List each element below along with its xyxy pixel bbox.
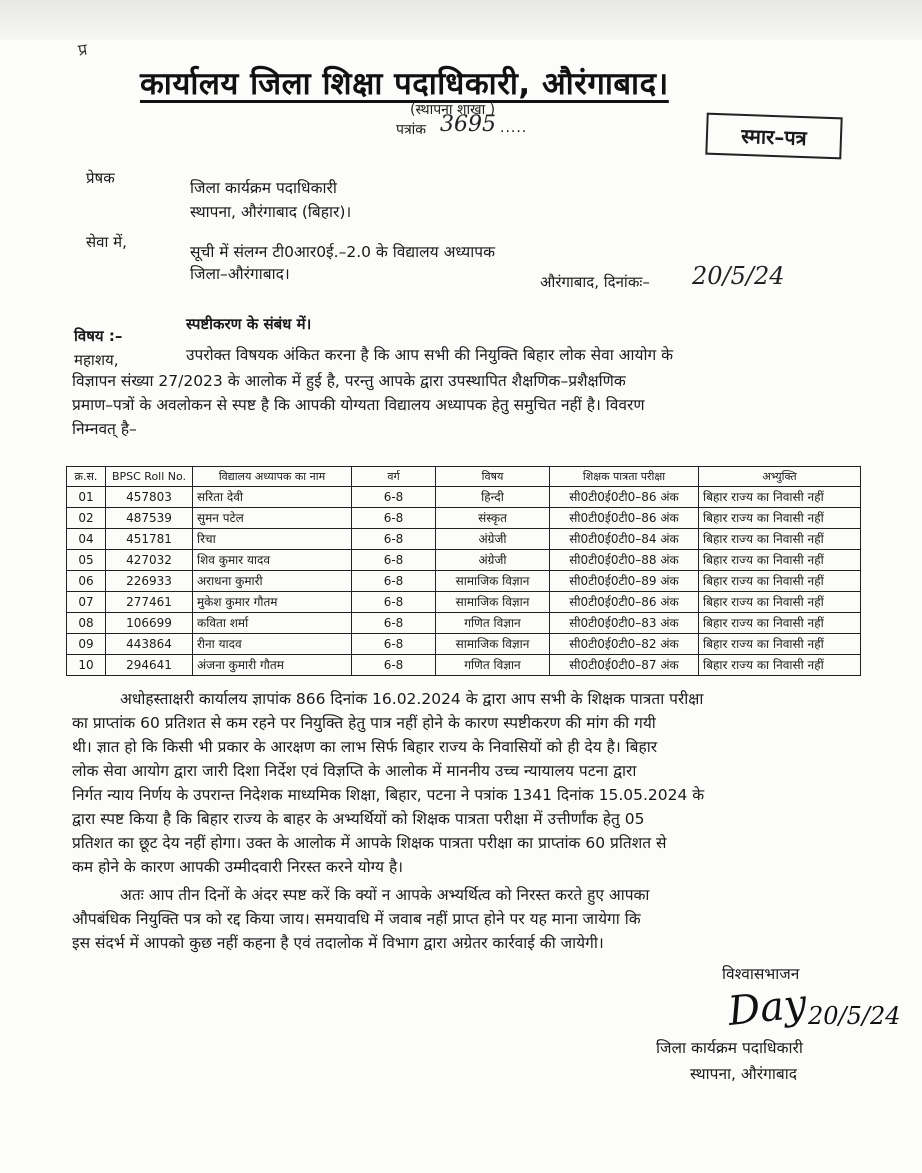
- cell-tet: सी0टी0ई0टी0–86 अंक: [550, 592, 699, 613]
- para3-line-3: इस संदर्भ में आपको कुछ नहीं कहना है एवं तदालोक में विभाग द्वारा अग्रेतर कार्रवाई की जायेगी।: [72, 934, 604, 952]
- cell-sn: 09: [67, 634, 106, 655]
- cell-roll: 427032: [106, 550, 193, 571]
- cell-class: 6-8: [352, 508, 436, 529]
- col-header-remark: अभ्युक्ति: [699, 467, 861, 487]
- office-title: कार्यालय जिला शिक्षा पदाधिकारी, औरंगाबाद।: [140, 66, 669, 102]
- sender-line-1: जिला कार्यक्रम पदाधिकारी: [190, 179, 337, 197]
- cell-sn: 08: [67, 613, 106, 634]
- cell-class: 6-8: [352, 634, 436, 655]
- table-row: [67, 550, 861, 571]
- cell-remark: बिहार राज्य का निवासी नहीं: [699, 550, 861, 571]
- letter-number-label: पत्रांक: [396, 122, 427, 138]
- recipient-line-2: जिला–औरंगाबाद।: [190, 265, 290, 283]
- cell-sn: 01: [67, 487, 106, 508]
- table-row: [67, 529, 861, 550]
- cell-subject: सामाजिक विज्ञान: [436, 634, 550, 655]
- letter-number-value: 3695: [440, 112, 496, 137]
- recipient-line-1: सूची में संलग्न टी0आर0ई.–2.0 के विद्यालय अध्यापक: [190, 243, 495, 261]
- para2-line-1: अधोहस्ताक्षरी कार्यालय ज्ञापांक 866 दिनांक 16.02.2024 के द्वारा आप सभी के शिक्षक पात्रता परीक्षा: [120, 690, 704, 708]
- cell-remark: बिहार राज्य का निवासी नहीं: [699, 508, 861, 529]
- col-header-roll: BPSC Roll No.: [106, 467, 193, 487]
- para2-line-2: का प्राप्तांक 60 प्रतिशत से कम रहने पर नियुक्ति हेतु पात्र नहीं होने के कारण स्पष्टीकरण की मांग की गयी: [72, 714, 656, 732]
- col-header-name: विद्यालय अध्यापक का नाम: [193, 467, 352, 487]
- para1-line-4: निम्नवत् है–: [72, 420, 137, 438]
- cell-roll: 226933: [106, 571, 193, 592]
- cell-subject: गणित विज्ञान: [436, 655, 550, 676]
- cell-class: 6-8: [352, 571, 436, 592]
- corner-mark: प्र: [76, 39, 89, 60]
- subject-label: विषय :–: [74, 327, 123, 345]
- cell-roll: 487539: [106, 508, 193, 529]
- col-header-sn: क्र.स.: [67, 467, 106, 487]
- cell-class: 6-8: [352, 592, 436, 613]
- cell-remark: बिहार राज्य का निवासी नहीं: [699, 634, 861, 655]
- cell-class: 6-8: [352, 529, 436, 550]
- para1-line-1: उपरोक्त विषयक अंकित करना है कि आप सभी की नियुक्ति बिहार लोक सेवा आयोग के: [186, 346, 674, 364]
- cell-name: कविता शर्मा: [193, 613, 352, 634]
- cell-roll: 106699: [106, 613, 193, 634]
- para2-line-6: द्वारा स्पष्ट किया है कि बिहार राज्य के बाहर के अभ्यर्थियों को शिक्षक पात्रता परीक्षा में उत्तीर्णांक हेतु 05: [72, 810, 645, 828]
- para2-line-3: थी। ज्ञात हो कि किसी भी प्रकार के आरक्षण का लाभ सिर्फ बिहार राज्य के निवासियों को ही देय है। बिहार: [72, 738, 658, 756]
- cell-roll: 451781: [106, 529, 193, 550]
- table-row: [67, 592, 861, 613]
- table-row: [67, 634, 861, 655]
- cell-class: 6-8: [352, 487, 436, 508]
- cell-tet: सी0टी0ई0टी0–84 अंक: [550, 529, 699, 550]
- col-header-class: वर्ग: [352, 467, 436, 487]
- table-row: [67, 571, 861, 592]
- cell-remark: बिहार राज्य का निवासी नहीं: [699, 571, 861, 592]
- cell-sn: 07: [67, 592, 106, 613]
- cell-sn: 05: [67, 550, 106, 571]
- closing-place: स्थापना, औरंगाबाद: [690, 1065, 797, 1083]
- signature-date: 20/5/24: [808, 1002, 901, 1030]
- date-label: औरंगाबाद, दिनांकः–: [540, 273, 650, 291]
- cell-subject: अंग्रेजी: [436, 550, 550, 571]
- table-row: [67, 508, 861, 529]
- para3-line-1: अतः आप तीन दिनों के अंदर स्पष्ट करें कि क्यों न आपके अभ्यर्थित्व को निरस्त करते हुए आपका: [120, 886, 650, 904]
- cell-name: मुकेश कुमार गौतम: [193, 592, 352, 613]
- cell-sn: 04: [67, 529, 106, 550]
- cell-tet: सी0टी0ई0टी0–89 अंक: [550, 571, 699, 592]
- letter-number-dots: .....: [500, 120, 528, 136]
- recipient-label: सेवा में,: [86, 233, 127, 251]
- cell-class: 6-8: [352, 655, 436, 676]
- cell-name: सरिता देवी: [193, 487, 352, 508]
- cell-class: 6-8: [352, 613, 436, 634]
- closing-yours: विश्वासभाजन: [722, 965, 800, 983]
- cell-remark: बिहार राज्य का निवासी नहीं: [699, 613, 861, 634]
- date-value: 20/5/24: [692, 262, 785, 290]
- memo-stamp: स्मार–पत्र: [705, 113, 842, 160]
- table-header-row: [67, 467, 861, 487]
- table-row: [67, 655, 861, 676]
- para2-line-4: लोक सेवा आयोग द्वारा जारी दिशा निर्देश एवं विज्ञप्ति के आलोक में माननीय उच्च न्यायालय पटना द्वारा: [72, 762, 637, 780]
- cell-roll: 294641: [106, 655, 193, 676]
- cell-remark: बिहार राज्य का निवासी नहीं: [699, 655, 861, 676]
- para2-line-8: कम होने के कारण आपकी उम्मीदवारी निरस्त करने योग्य है।: [72, 858, 404, 876]
- cell-class: 6-8: [352, 550, 436, 571]
- table-row: [67, 487, 861, 508]
- cell-subject: सामाजिक विज्ञान: [436, 592, 550, 613]
- cell-subject: सामाजिक विज्ञान: [436, 571, 550, 592]
- cell-remark: बिहार राज्य का निवासी नहीं: [699, 487, 861, 508]
- cell-tet: सी0टी0ई0टी0–88 अंक: [550, 550, 699, 571]
- sender-label: प्रेषक: [86, 169, 115, 187]
- cell-sn: 10: [67, 655, 106, 676]
- cell-remark: बिहार राज्य का निवासी नहीं: [699, 592, 861, 613]
- cell-roll: 457803: [106, 487, 193, 508]
- para3-line-2: औपबंधिक नियुक्ति पत्र को रद्द किया जाय। समयावधि में जवाब नहीं प्राप्त होने पर यह माना जायेगा कि: [72, 910, 641, 928]
- paper-fold-shadow: [0, 0, 922, 40]
- col-header-tet: शिक्षक पात्रता परीक्षा: [550, 467, 699, 487]
- para2-line-7: प्रतिशत का छूट देय नहीं होगा। उक्त के आलोक में आपके शिक्षक पात्रता परीक्षा का प्राप्तांक 60 प्रतिशत से: [72, 834, 667, 852]
- teacher-table: [66, 466, 861, 676]
- cell-roll: 443864: [106, 634, 193, 655]
- cell-name: सुमन पटेल: [193, 508, 352, 529]
- table-row: [67, 613, 861, 634]
- para1-line-3: प्रमाण–पत्रों के अवलोकन से स्पष्ट है कि आपकी योग्यता विद्यालय अध्यापक हेतु समुचित नहीं है। विवरण: [72, 396, 645, 414]
- cell-tet: सी0टी0ई0टी0–87 अंक: [550, 655, 699, 676]
- cell-sn: 02: [67, 508, 106, 529]
- cell-name: रिचा: [193, 529, 352, 550]
- sender-line-2: स्थापना, औरंगाबाद (बिहार)।: [190, 203, 352, 221]
- cell-name: शिव कुमार यादव: [193, 550, 352, 571]
- closing-designation: जिला कार्यक्रम पदाधिकारी: [656, 1039, 803, 1057]
- salutation: महाशय,: [74, 351, 119, 369]
- cell-subject: गणित विज्ञान: [436, 613, 550, 634]
- cell-name: अंजना कुमारी गौतम: [193, 655, 352, 676]
- para1-line-2: विज्ञापन संख्या 27/2023 के आलोक में हुई है, परन्तु आपके द्वारा उपस्थापित शैक्षणिक–प्रशैक्षणिक: [72, 372, 626, 390]
- col-header-subject: विषय: [436, 467, 550, 487]
- cell-roll: 277461: [106, 592, 193, 613]
- subject-text: स्पष्टीकरण के संबंध में।: [186, 315, 312, 333]
- cell-tet: सी0टी0ई0टी0–86 अंक: [550, 487, 699, 508]
- branch-label: (स्थापना शाखा ): [410, 102, 496, 118]
- cell-tet: सी0टी0ई0टी0–83 अंक: [550, 613, 699, 634]
- cell-sn: 06: [67, 571, 106, 592]
- cell-name: अराधना कुमारी: [193, 571, 352, 592]
- cell-subject: अंग्रेजी: [436, 529, 550, 550]
- cell-subject: संस्कृत: [436, 508, 550, 529]
- cell-tet: सी0टी0ई0टी0–86 अंक: [550, 508, 699, 529]
- cell-tet: सी0टी0ई0टी0–82 अंक: [550, 634, 699, 655]
- handwritten-signature: Day: [725, 981, 809, 1035]
- cell-name: रीना यादव: [193, 634, 352, 655]
- cell-subject: हिन्दी: [436, 487, 550, 508]
- para2-line-5: निर्गत न्याय निर्णय के उपरान्त निदेशक माध्यमिक शिक्षा, बिहार, पटना ने पत्रांक 1341 दिनांक 15.05.2024 के: [72, 786, 705, 804]
- cell-remark: बिहार राज्य का निवासी नहीं: [699, 529, 861, 550]
